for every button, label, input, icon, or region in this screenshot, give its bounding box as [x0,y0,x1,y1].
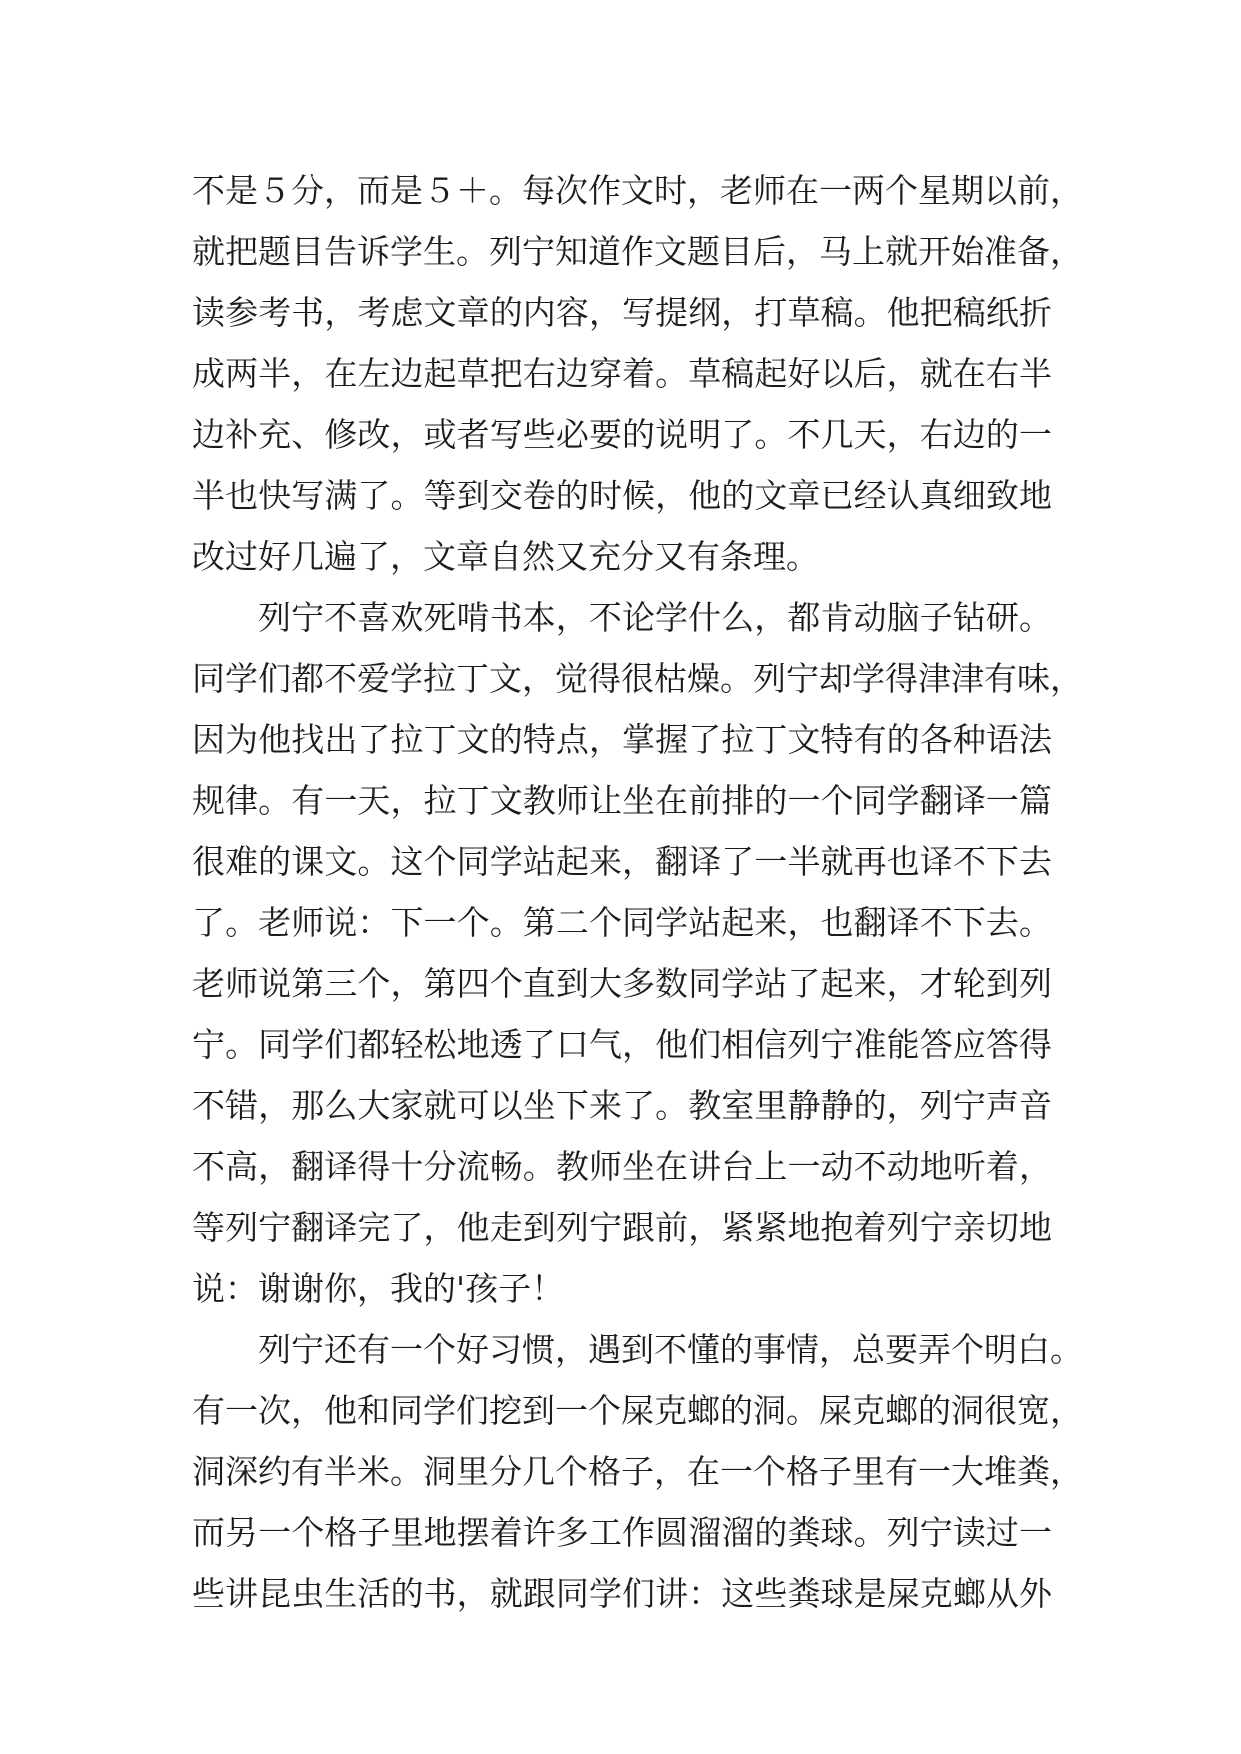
text-line: 因为他找出了拉丁文的特点，掌握了拉丁文特有的各种语法 [192,720,1052,759]
text-line: 很难的课文。这个同学站起来，翻译了一半就再也译不下去 [192,842,1052,881]
text-line: 不是５分，而是５＋。每次作文时，老师在一两个星期以前， [192,171,1083,210]
text-line: 成两半，在左边起草把右边穿着。草稿起好以后，就在右半 [192,354,1052,393]
text-line: 规律。有一天，拉丁文教师让坐在前排的一个同学翻译一篇 [192,781,1052,820]
text-line: 老师说第三个，第四个直到大多数同学站了起来，才轮到列 [192,964,1052,1003]
text-line: 改过好几遍了，文章自然又充分又有条理。 [192,537,819,576]
text-line: 等列宁翻译完了，他走到列宁跟前，紧紧地抱着列宁亲切地 [192,1208,1052,1247]
text-line: 就把题目告诉学生。列宁知道作文题目后，马上就开始准备， [192,232,1083,271]
text-line: 不高，翻译得十分流畅。教师坐在讲台上一动不动地听着， [192,1147,1052,1186]
text-line: 些讲昆虫生活的书，就跟同学们讲：这些粪球是屎克螂从外 [192,1574,1052,1613]
text-line: 洞深约有半米。洞里分几个格子，在一个格子里有一大堆粪， [192,1452,1083,1491]
body-text [192,160,1083,1624]
paragraph-first-line: 列宁不喜欢死啃书本，不论学什么，都肯动脑子钻研。 [258,598,1052,637]
text-line: 宁。同学们都轻松地透了口气，他们相信列宁准能答应答得 [192,1025,1052,1064]
text-line: 不错，那么大家就可以坐下来了。教室里静静的，列宁声音 [192,1086,1052,1125]
text-line: 读参考书，考虑文章的内容，写提纲，打草稿。他把稿纸折 [192,293,1052,332]
text-line: 而另一个格子里地摆着许多工作圆溜溜的粪球。列宁读过一 [192,1513,1052,1552]
text-line: 边补充、修改，或者写些必要的说明了。不几天，右边的一 [192,415,1052,454]
text-line: 有一次，他和同学们挖到一个屎克螂的洞。屎克螂的洞很宽， [192,1391,1083,1430]
paragraph-first-line: 列宁还有一个好习惯，遇到不懂的事情，总要弄个明白。 [258,1330,1083,1369]
text-line: 同学们都不爱学拉丁文，觉得很枯燥。列宁却学得津津有味， [192,659,1083,698]
text-line: 说：谢谢你，我的'孩子！ [192,1269,565,1308]
text-line: 半也快写满了。等到交卷的时候，他的文章已经认真细致地 [192,476,1052,515]
text-line: 了。老师说：下一个。第二个同学站起来，也翻译不下去。 [192,903,1052,942]
